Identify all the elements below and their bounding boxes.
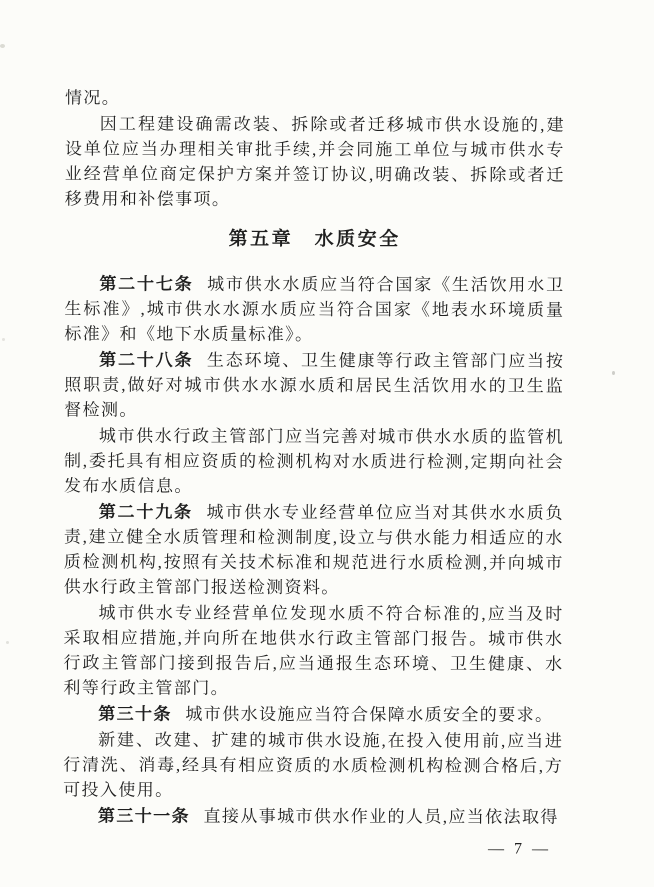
article-number: 第三十条 (98, 704, 172, 724)
article-number: 第二十八条 (99, 350, 194, 370)
scan-speck (2, 338, 5, 341)
paragraph-text: 情况。 (64, 88, 121, 108)
paragraph-text: 城市供水水质应当符合国家《生活饮用水卫生标准》,城市供水水源水质应当符合国家《地表水环境质量标准》和《地下水质量标准》。 (64, 274, 565, 344)
page-number: — 7 — (487, 840, 552, 858)
paragraph-text: 生态环境、卫生健康等行政主管部门应当按照职责,做好对城市供水水源水质和居民生活饮用水的卫生监督检测。 (64, 350, 565, 420)
paragraph-continuation (65, 85, 565, 111)
paragraph (65, 111, 565, 212)
article-number: 第二十九条 (98, 502, 193, 522)
paragraph (64, 423, 564, 499)
scan-speck (612, 371, 615, 375)
paragraph-text: 城市供水专业经营单位发现水质不符合标准的,应当及时采取相应措施,并向所在地供水行政主管部门报告。城市供水行政主管部门接到报告后,应当通报生态环境、卫生健康、水利等行政主管部门。 (63, 603, 564, 698)
paragraph (63, 727, 563, 803)
paragraph-text: 城市供水设施应当符合保障水质安全的要求。 (185, 704, 554, 725)
article-number: 第二十七条 (99, 274, 194, 294)
paragraph-text: 新建、改建、扩建的城市供水设施,在投入使用前,应当进行清洗、消毒,经具有相应资质的水质检测机构检测合格后,方可投入使用。 (63, 730, 564, 800)
paragraph-article-27 (64, 271, 564, 347)
paragraph-text: 因工程建设确需改装、拆除或者迁移城市供水设施的,建设单位应当办理相关审批手续,并会同施工单位与城市供水专业经营单位商定保护方案并签订协议,明确改装、拆除或者迁移费用和补偿事项。 (64, 114, 565, 209)
chapter-heading: 第五章 水质安全 (228, 228, 401, 251)
paragraph-article-28 (64, 347, 564, 423)
paragraph-article-31 (63, 803, 563, 829)
page-content (63, 85, 565, 861)
paragraph-article-30 (63, 701, 563, 727)
paragraph-text: 城市供水行政主管部门应当完善对城市供水水质的监管机制,委托具有相应资质的检测机构对水质进行检测,定期向社会发布水质信息。 (63, 426, 565, 496)
scan-speck (6, 641, 9, 644)
paragraph-article-29 (64, 499, 564, 600)
scan-speck (0, 44, 5, 48)
paragraph (63, 600, 563, 701)
article-number: 第三十一条 (97, 806, 190, 826)
paragraph-text: 城市供水专业经营单位应当对其供水水质负责,建立健全水质管理和检测制度,设立与供水能力相适应的水质检测机构,按照有关技术标准和规范进行水质检测,并向城市供水行政主管部门报送检测资料。 (63, 502, 564, 598)
paragraph-text: 直接从事城市供水作业的人员,应当依法取得 (203, 806, 559, 827)
